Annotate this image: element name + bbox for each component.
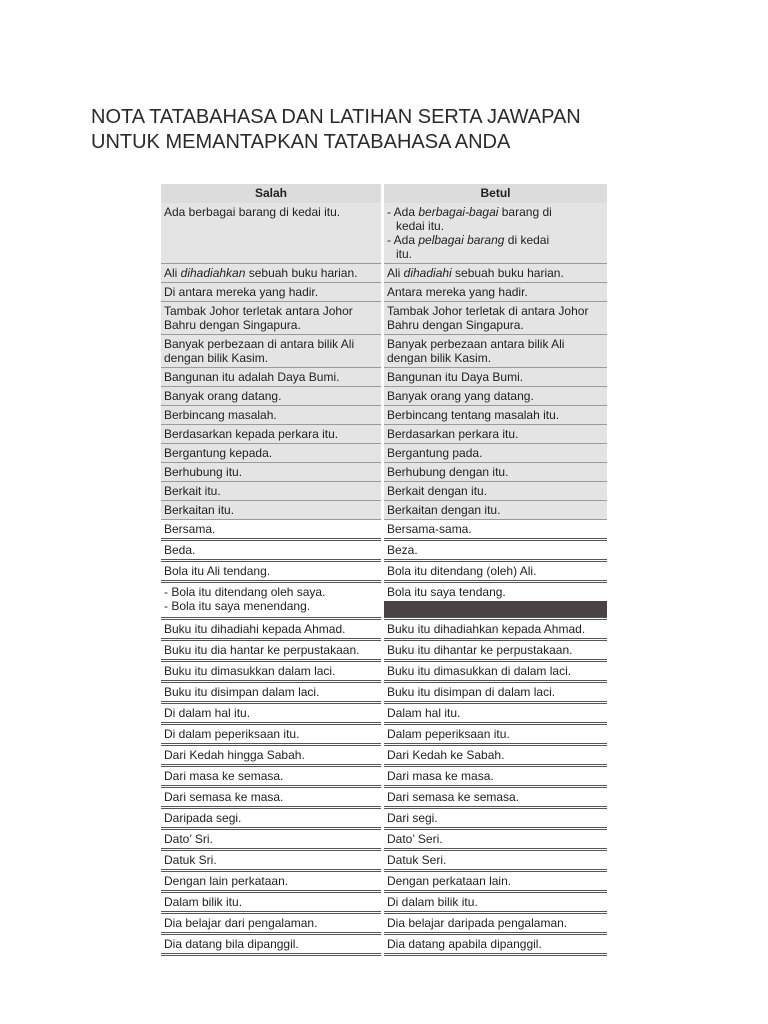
table-row xyxy=(161,203,607,264)
table-row xyxy=(161,788,607,809)
table-row xyxy=(161,406,607,425)
betul-cell: Dengan perkataan lain. xyxy=(384,872,607,893)
salah-cell: Ali dihadiahkan sebuah buku harian. xyxy=(161,264,381,283)
table-row xyxy=(161,562,607,583)
salah-cell: Buku itu dimasukkan dalam laci. xyxy=(161,662,381,683)
table-row xyxy=(161,520,607,541)
table-row xyxy=(161,767,607,788)
table-row xyxy=(161,444,607,463)
salah-cell: - Bola itu ditendang oleh saya. - Bola itu saya menendang. xyxy=(161,583,381,620)
betul-cell: Dato’ Seri. xyxy=(384,830,607,851)
table-row xyxy=(161,583,607,620)
table-row xyxy=(161,302,607,335)
salah-cell: Bergantung kepada. xyxy=(161,444,381,463)
header-salah: Salah xyxy=(161,184,381,203)
betul-cell: Bersama-sama. xyxy=(384,520,607,541)
betul-cell: Bola itu ditendang (oleh) Ali. xyxy=(384,562,607,583)
betul-cell: Buku itu dimasukkan di dalam laci. xyxy=(384,662,607,683)
betul-cell: Berdasarkan perkara itu. xyxy=(384,425,607,444)
salah-cell: Berdasarkan kepada perkara itu. xyxy=(161,425,381,444)
salah-cell: Berhubung itu. xyxy=(161,463,381,482)
betul-cell: Buku itu disimpan di dalam laci. xyxy=(384,683,607,704)
salah-cell: Beda. xyxy=(161,541,381,562)
betul-cell: Dari semasa ke semasa. xyxy=(384,788,607,809)
betul-cell: Di dalam bilik itu. xyxy=(384,893,607,914)
salah-cell: Dari masa ke semasa. xyxy=(161,767,381,788)
salah-cell: Banyak orang datang. xyxy=(161,387,381,406)
salah-cell: Berkaitan itu. xyxy=(161,501,381,520)
table-row xyxy=(161,368,607,387)
betul-cell: Datuk Seri. xyxy=(384,851,607,872)
table-row xyxy=(161,283,607,302)
salah-cell: Berbincang masalah. xyxy=(161,406,381,425)
salah-cell: Dengan lain perkataan. xyxy=(161,872,381,893)
betul-cell: Berhubung dengan itu. xyxy=(384,463,607,482)
table-row xyxy=(161,541,607,562)
betul-cell: Banyak perbezaan antara bilik Ali dengan bilik Kasim. xyxy=(384,335,607,368)
betul-cell: Bangunan itu Daya Bumi. xyxy=(384,368,607,387)
page-title xyxy=(91,105,691,155)
table-row xyxy=(161,662,607,683)
table-row xyxy=(161,893,607,914)
betul-cell: Banyak orang yang datang. xyxy=(384,387,607,406)
betul-cell: Dalam peperiksaan itu. xyxy=(384,725,607,746)
table-row xyxy=(161,872,607,893)
table-row xyxy=(161,746,607,767)
salah-cell: Buku itu disimpan dalam laci. xyxy=(161,683,381,704)
title-line-1: NOTA TATABAHASA DAN LATIHAN SERTA JAWAPAN xyxy=(91,106,581,128)
betul-cell: Ali dihadiahi sebuah buku harian. xyxy=(384,264,607,283)
table-row xyxy=(161,620,607,641)
betul-cell: Dari Kedah ke Sabah. xyxy=(384,746,607,767)
betul-cell: Buku itu dihantar ke perpustakaan. xyxy=(384,641,607,662)
salah-cell: Dia datang bila dipanggil. xyxy=(161,935,381,956)
table-row xyxy=(161,914,607,935)
table-row xyxy=(161,935,607,956)
salah-cell: Daripada segi. xyxy=(161,809,381,830)
betul-cell: Beza. xyxy=(384,541,607,562)
table-row xyxy=(161,501,607,520)
salah-cell: Bersama. xyxy=(161,520,381,541)
betul-cell: Dari masa ke masa. xyxy=(384,767,607,788)
salah-cell: Buku itu dihadiahi kepada Ahmad. xyxy=(161,620,381,641)
table-row xyxy=(161,482,607,501)
shaded-block xyxy=(384,601,607,617)
table-row xyxy=(161,335,607,368)
betul-cell: Dia belajar daripada pengalaman. xyxy=(384,914,607,935)
grammar-table xyxy=(161,184,607,956)
betul-cell: Bergantung pada. xyxy=(384,444,607,463)
header-betul: Betul xyxy=(384,184,607,203)
salah-cell: Bangunan itu adalah Daya Bumi. xyxy=(161,368,381,387)
betul-cell: Berkaitan dengan itu. xyxy=(384,501,607,520)
table-row xyxy=(161,425,607,444)
table-row xyxy=(161,387,607,406)
table-row xyxy=(161,851,607,872)
salah-cell: Dari semasa ke masa. xyxy=(161,788,381,809)
salah-cell: Tambak Johor terletak antara Johor Bahru dengan Singapura. xyxy=(161,302,381,335)
salah-cell: Dato’ Sri. xyxy=(161,830,381,851)
salah-cell: Banyak perbezaan di antara bilik Ali dengan bilik Kasim. xyxy=(161,335,381,368)
betul-cell: Antara mereka yang hadir. xyxy=(384,283,607,302)
salah-cell: Di dalam hal itu. xyxy=(161,704,381,725)
table-row xyxy=(161,704,607,725)
betul-cell: Buku itu dihadiahkan kepada Ahmad. xyxy=(384,620,607,641)
table-row xyxy=(161,641,607,662)
salah-cell: Di antara mereka yang hadir. xyxy=(161,283,381,302)
title-line-2: UNTUK MEMANTAPKAN TATABAHASA ANDA xyxy=(91,131,511,153)
salah-cell: Berkait itu. xyxy=(161,482,381,501)
betul-cell: Dia datang apabila dipanggil. xyxy=(384,935,607,956)
salah-cell: Dia belajar dari pengalaman. xyxy=(161,914,381,935)
salah-cell: Bola itu Ali tendang. xyxy=(161,562,381,583)
salah-cell: Dari Kedah hingga Sabah. xyxy=(161,746,381,767)
betul-cell: Tambak Johor terletak di antara Johor Bahru dengan Singapura. xyxy=(384,302,607,335)
table-row xyxy=(161,683,607,704)
table-row xyxy=(161,809,607,830)
salah-cell: Datuk Sri. xyxy=(161,851,381,872)
salah-cell: Ada berbagai barang di kedai itu. xyxy=(161,203,381,264)
betul-cell: Dalam hal itu. xyxy=(384,704,607,725)
betul-cell: Dari segi. xyxy=(384,809,607,830)
table-row xyxy=(161,463,607,482)
salah-cell: Buku itu dia hantar ke perpustakaan. xyxy=(161,641,381,662)
salah-cell: Di dalam peperiksaan itu. xyxy=(161,725,381,746)
betul-cell: - Ada berbagai-bagai barang di kedai itu. - Ada pelbagai barang di kedai itu. xyxy=(384,203,607,264)
salah-cell: Dalam bilik itu. xyxy=(161,893,381,914)
table-row xyxy=(161,725,607,746)
betul-cell: Bola itu saya tendang. xyxy=(384,583,607,620)
betul-cell: Berkait dengan itu. xyxy=(384,482,607,501)
table-row xyxy=(161,830,607,851)
table-row xyxy=(161,264,607,283)
betul-cell: Berbincang tentang masalah itu. xyxy=(384,406,607,425)
